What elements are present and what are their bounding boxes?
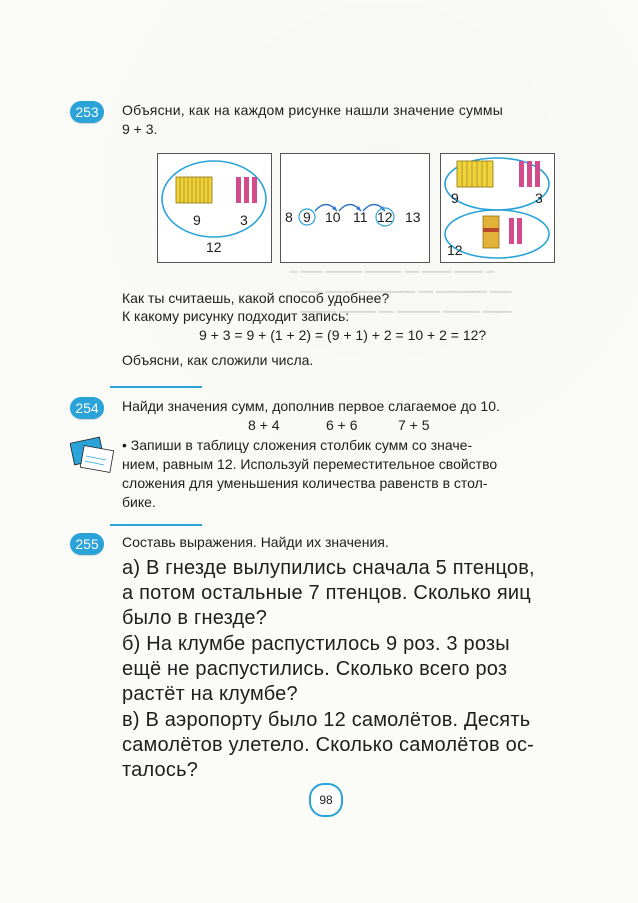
left-count-label: 9 — [451, 190, 459, 206]
pink-sticks-top — [519, 161, 540, 187]
bleed-through-decoration: ━━━━━ ━━━━━ ━━ ━━━━━━ ━━━━━ ━━━━ — [300, 305, 512, 319]
number-line-10: 10 — [325, 209, 341, 225]
total-label: 12 — [206, 239, 222, 255]
bleed-through-decoration: ━ ━━━ ━━━━━ ━━━━━ ━━ ━━━━ ━━━━ ━ — [290, 265, 494, 279]
task-255-a-line-2: а потом остальные 7 птенцов. Сколько яиц — [122, 582, 531, 604]
task-255-line-1: Составь выражения. Найди их значения. — [122, 534, 389, 550]
illustration-sticks-regrouped — [440, 153, 555, 263]
yellow-sticks-bundle — [176, 177, 212, 203]
total-label: 12 — [447, 242, 463, 258]
task-number-badge: 254 — [70, 397, 104, 419]
task-253-question-1: Как ты считаешь, какой способ удобнее? — [122, 290, 390, 306]
task-254-extra-line-4: бике. — [122, 494, 156, 510]
pink-sticks-bottom — [509, 218, 522, 244]
notebook-cards-icon — [70, 436, 116, 476]
task-255-b-line-3: растёт на клумбе? — [122, 683, 298, 705]
bleed-through-decoration: ━━━ ━━━━ ━━━━━━━━ ━━ ━━━━━━━ ━━━ — [300, 285, 512, 299]
task-254-extra-line-2: нием, равным 12. Используй переместительное свойство — [122, 456, 498, 472]
task-254-line-1: Найди значения сумм, дополнив первое слагаемое до 10. — [122, 398, 500, 414]
number-line-8: 8 — [285, 209, 293, 225]
task-255-b-line-2: ещё не распустились. Сколько всего роз — [122, 658, 508, 680]
task-253-line-1: Объясни, как на каждом рисунке нашли значение суммы — [122, 102, 504, 118]
task-255-c-line-2: самолётов улетело. Сколько самолётов ос- — [122, 734, 535, 756]
task-255-c-line-1: в) В аэропорту было 12 самолётов. Десять — [122, 709, 531, 731]
task-255-c-line-3: талось? — [122, 759, 199, 781]
yellow-sticks-bundle-top — [457, 161, 493, 187]
task-254-sum-1: 8 + 4 — [248, 417, 280, 433]
task-254-sum-3: 7 + 5 — [398, 417, 430, 433]
task-254-sum-2: 6 + 6 — [326, 417, 358, 433]
task-255-a-line-3: было в гнезде? — [122, 607, 268, 629]
task-255-a-line-1: а) В гнезде вылупились сначала 5 птенцов, — [122, 557, 535, 579]
task-253-question-3: Объясни, как сложили числа. — [122, 352, 314, 368]
number-line-9: 9 — [303, 209, 311, 225]
illustration-sticks-grouped — [157, 153, 272, 263]
yellow-bundle-ten — [483, 216, 499, 248]
divider-line — [110, 386, 202, 388]
divider-line — [110, 524, 202, 526]
task-number-badge: 255 — [70, 533, 104, 555]
task-254-extra-line-3: сложения для уменьшения количества равенств в стол- — [122, 475, 488, 491]
page-number: 98 — [309, 783, 343, 817]
task-253-question-2: К какому рисунку подходит запись: — [122, 308, 350, 324]
right-count-label: 3 — [240, 212, 248, 228]
illustration-number-line — [280, 153, 430, 263]
task-number-badge: 253 — [70, 101, 104, 123]
pink-sticks — [236, 177, 257, 203]
left-count-label: 9 — [193, 212, 201, 228]
number-line-11: 11 — [353, 209, 368, 225]
task-254-extra-line-1: • Запиши в таблицу сложения столбик сумм со значе- — [122, 437, 473, 453]
task-253-equation: 9 + 3 = 9 + (1 + 2) = (9 + 1) + 2 = 10 + 2 = 12? — [199, 327, 487, 343]
number-line-arrows — [281, 154, 429, 262]
number-line-12: 12 — [377, 209, 393, 225]
number-line-13: 13 — [405, 209, 421, 225]
task-253-line-2: 9 + 3. — [122, 121, 158, 137]
task-255-b-line-1: б) На клумбе распустилось 9 роз. 3 розы — [122, 633, 510, 655]
right-count-label: 3 — [535, 190, 543, 206]
